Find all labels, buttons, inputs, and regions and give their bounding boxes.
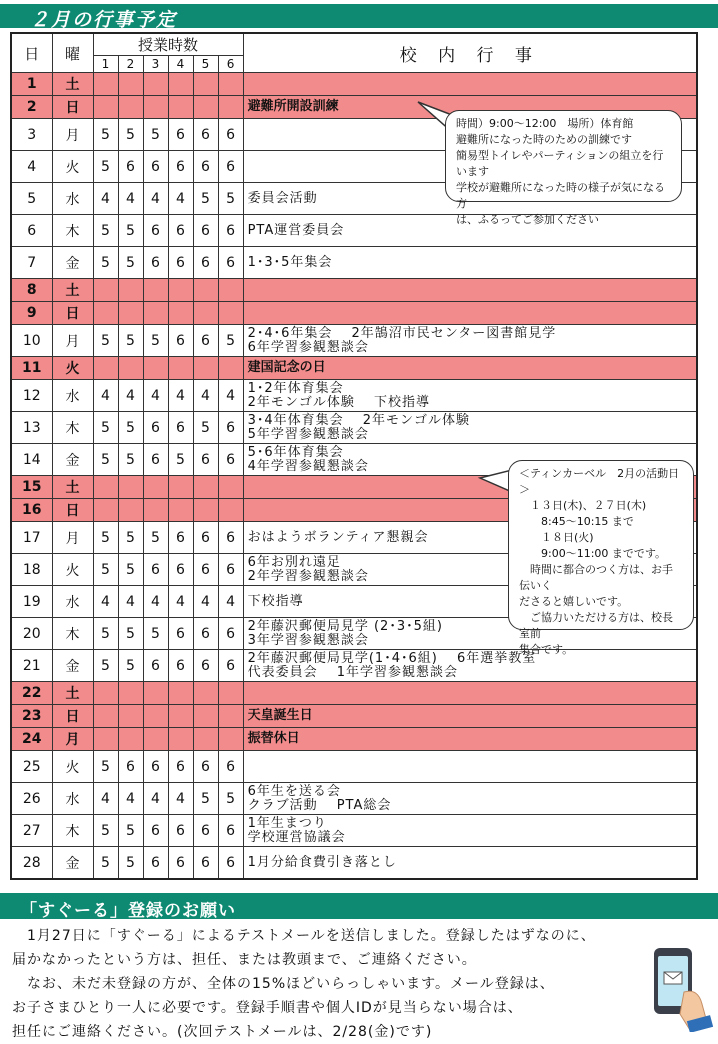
period-header: 4 — [168, 56, 193, 73]
phone-mail-icon — [644, 942, 714, 1032]
period-hours-cell: 6 — [168, 215, 193, 247]
period-hours-cell: 6 — [168, 412, 193, 444]
period-hours-cell: 5 — [118, 815, 143, 847]
weekday-cell: 金 — [52, 247, 93, 279]
period-hours-cell: 6 — [143, 412, 168, 444]
col-header-class-hours: 授業時数 — [93, 33, 243, 56]
period-hours-cell: 6 — [143, 650, 168, 682]
weekday-cell: 土 — [52, 682, 93, 705]
day-cell: 28 — [11, 847, 52, 880]
weekday-cell: 木 — [52, 412, 93, 444]
weekday-cell: 木 — [52, 618, 93, 650]
event-cell: 下校指導 — [243, 586, 697, 618]
weekday-cell: 火 — [52, 751, 93, 783]
registration-line: 担任にご連絡ください。(次回テストメールは、2/28(金)です) — [12, 1024, 433, 1040]
period-hours-cell: 4 — [93, 380, 118, 412]
day-cell: 5 — [11, 183, 52, 215]
period-hours-cell: 5 — [93, 522, 118, 554]
day-cell: 12 — [11, 380, 52, 412]
page-title: ２月の行事予定 — [30, 9, 178, 31]
weekday-cell: 火 — [52, 151, 93, 183]
period-hours-cell: 6 — [168, 522, 193, 554]
period-hours-cell: 4 — [193, 380, 218, 412]
registration-line: お子さまひとり一人に必要です。登録手順書や個人IDが見当らない場合は、 — [12, 1000, 523, 1016]
period-hours-cell: 6 — [143, 215, 168, 247]
period-hours-cell: 5 — [93, 751, 118, 783]
period-hours-cell: 4 — [168, 380, 193, 412]
period-hours-cell: 6 — [193, 444, 218, 476]
weekday-cell: 金 — [52, 444, 93, 476]
event-cell: 1･2年体育集会 2年モンゴル体験 下校指導 — [243, 380, 697, 412]
period-hours-cell: 6 — [218, 815, 243, 847]
period-hours-cell: 4 — [168, 783, 193, 815]
period-hours-cell: 6 — [218, 444, 243, 476]
day-cell: 10 — [11, 325, 52, 357]
period-hours-cell: 4 — [118, 183, 143, 215]
period-hours-cell: 6 — [193, 151, 218, 183]
event-cell: 6年生を送る会 クラブ活動 PTA総会 — [243, 783, 697, 815]
period-hours-cell: 5 — [118, 522, 143, 554]
registration-heading: 「すぐーる」登録のお願い — [20, 901, 236, 921]
event-cell: 1月分給食費引き落とし — [243, 847, 697, 880]
event-cell: 振替休日 — [243, 728, 697, 751]
weekday-cell: 木 — [52, 215, 93, 247]
period-hours-cell: 4 — [143, 183, 168, 215]
period-hours-cell: 6 — [168, 247, 193, 279]
period-hours-cell: 6 — [168, 554, 193, 586]
day-cell: 21 — [11, 650, 52, 682]
period-hours-cell: 6 — [168, 751, 193, 783]
period-hours-cell: 5 — [93, 325, 118, 357]
weekday-cell: 土 — [52, 73, 93, 96]
period-hours-cell: 5 — [143, 522, 168, 554]
period-hours-cell: 5 — [93, 444, 118, 476]
event-cell: 建国記念の日 — [243, 357, 697, 380]
period-hours-cell: 5 — [193, 412, 218, 444]
period-hours-cell: 5 — [193, 183, 218, 215]
registration-text — [12, 924, 642, 1044]
period-hours-cell: 6 — [193, 751, 218, 783]
period-hours-cell: 5 — [168, 444, 193, 476]
period-hours-cell: 6 — [193, 847, 218, 880]
period-hours-cell: 5 — [118, 215, 143, 247]
period-hours-cell: 6 — [143, 444, 168, 476]
period-hours-cell: 5 — [118, 554, 143, 586]
period-hours-cell: 6 — [193, 325, 218, 357]
period-hours-cell: 6 — [218, 650, 243, 682]
period-hours-cell: 5 — [143, 119, 168, 151]
weekday-cell: 日 — [52, 302, 93, 325]
period-hours-cell: 6 — [168, 151, 193, 183]
period-hours-cell: 4 — [143, 380, 168, 412]
period-hours-cell: 5 — [118, 412, 143, 444]
day-cell: 24 — [11, 728, 52, 751]
day-cell: 22 — [11, 682, 52, 705]
period-hours-cell: 6 — [168, 618, 193, 650]
tinkerbell-callout — [508, 460, 694, 656]
period-hours-cell: 5 — [218, 783, 243, 815]
event-cell: 5･6年体育集会 4年学習参観懇談会 — [243, 444, 697, 476]
period-hours-cell: 6 — [218, 119, 243, 151]
event-cell: 2･4･6年集会 2年鵠沼市民センター図書館見学 6年学習参観懇談会 — [243, 325, 697, 357]
period-hours-cell: 5 — [93, 412, 118, 444]
period-hours-cell: 5 — [143, 618, 168, 650]
evacuation-drill-callout — [445, 110, 682, 226]
period-hours-cell: 6 — [143, 151, 168, 183]
weekday-cell: 金 — [52, 847, 93, 880]
day-cell: 27 — [11, 815, 52, 847]
period-hours-cell: 6 — [143, 815, 168, 847]
period-hours-cell: 4 — [218, 380, 243, 412]
period-hours-cell: 6 — [118, 151, 143, 183]
period-hours-cell: 6 — [168, 325, 193, 357]
period-hours-cell: 6 — [143, 554, 168, 586]
event-cell: 避難所開設訓練 — [243, 96, 697, 119]
period-hours-cell: 4 — [93, 183, 118, 215]
day-cell: 23 — [11, 705, 52, 728]
registration-bar — [0, 893, 718, 919]
tinkerbell-note: ＜ティンカーベル 2月の活動日＞ １３日(木)、２７日(木) 8:45～10:15 まで １８日(火) 9:00～11:00 までです。 時間に都合のつく方は、お手伝いく ださると嬉しいです。 ご協力いただける方は、校長室前 集合です。 — [519, 467, 680, 656]
period-hours-cell: 5 — [193, 783, 218, 815]
weekday-cell: 水 — [52, 586, 93, 618]
period-hours-cell: 4 — [118, 586, 143, 618]
day-cell: 25 — [11, 751, 52, 783]
period-hours-cell: 4 — [193, 586, 218, 618]
period-hours-cell: 6 — [118, 751, 143, 783]
period-hours-cell: 4 — [168, 586, 193, 618]
day-cell: 1 — [11, 73, 52, 96]
period-hours-cell: 5 — [93, 247, 118, 279]
weekday-cell: 火 — [52, 554, 93, 586]
event-cell: 2年藤沢郵便局見学(1･4･6組) 6年選挙教室 代表委員会 1年学習参観懇談会 — [243, 650, 697, 682]
period-hours-cell: 5 — [118, 325, 143, 357]
weekday-cell: 水 — [52, 380, 93, 412]
period-hours-cell: 6 — [193, 247, 218, 279]
weekday-cell: 日 — [52, 705, 93, 728]
period-hours-cell: 4 — [118, 380, 143, 412]
event-cell: 3･4年体育集会 2年モンゴル体験 5年学習参観懇談会 — [243, 412, 697, 444]
registration-line: 届かなかったという方は、担任、または教頭まで、ご連絡ください。 — [12, 952, 477, 968]
weekday-cell: 日 — [52, 499, 93, 522]
period-hours-cell: 6 — [193, 815, 218, 847]
period-hours-cell: 4 — [143, 783, 168, 815]
period-hours-cell: 6 — [143, 247, 168, 279]
period-hours-cell: 6 — [218, 151, 243, 183]
period-hours-cell: 6 — [218, 522, 243, 554]
weekday-cell: 土 — [52, 476, 93, 499]
period-hours-cell: 5 — [93, 119, 118, 151]
day-cell: 15 — [11, 476, 52, 499]
period-hours-cell: 5 — [218, 325, 243, 357]
period-hours-cell: 5 — [118, 847, 143, 880]
period-hours-cell: 6 — [193, 618, 218, 650]
period-header: 3 — [143, 56, 168, 73]
period-hours-cell: 6 — [193, 554, 218, 586]
period-hours-cell: 6 — [193, 522, 218, 554]
period-hours-cell: 5 — [118, 119, 143, 151]
weekday-cell: 土 — [52, 279, 93, 302]
registration-line: 1月27日に「すぐーる」によるテストメールを送信しました。登録したはずなのに、 — [12, 928, 596, 944]
period-hours-cell: 5 — [118, 650, 143, 682]
event-cell: PTA運営委員会 — [243, 215, 697, 247]
day-cell: 3 — [11, 119, 52, 151]
period-header: 1 — [93, 56, 118, 73]
period-hours-cell: 4 — [118, 783, 143, 815]
period-hours-cell: 5 — [118, 247, 143, 279]
weekday-cell: 日 — [52, 96, 93, 119]
day-cell: 17 — [11, 522, 52, 554]
period-hours-cell: 6 — [193, 650, 218, 682]
period-hours-cell: 4 — [143, 586, 168, 618]
day-cell: 26 — [11, 783, 52, 815]
period-hours-cell: 6 — [143, 847, 168, 880]
period-header: 5 — [193, 56, 218, 73]
event-cell: おはようボランティア懇親会 — [243, 522, 697, 554]
day-cell: 4 — [11, 151, 52, 183]
weekday-cell: 水 — [52, 783, 93, 815]
period-hours-cell: 5 — [93, 847, 118, 880]
event-cell: 天皇誕生日 — [243, 705, 697, 728]
period-hours-cell: 5 — [118, 618, 143, 650]
period-hours-cell: 4 — [93, 783, 118, 815]
day-cell: 16 — [11, 499, 52, 522]
period-hours-cell: 5 — [93, 554, 118, 586]
period-hours-cell: 6 — [168, 815, 193, 847]
period-hours-cell: 5 — [93, 215, 118, 247]
period-hours-cell: 6 — [218, 247, 243, 279]
period-hours-cell: 6 — [193, 119, 218, 151]
period-header: 2 — [118, 56, 143, 73]
period-hours-cell: 5 — [93, 151, 118, 183]
day-cell: 18 — [11, 554, 52, 586]
weekday-cell: 水 — [52, 183, 93, 215]
event-cell: 委員会活動 — [243, 183, 697, 215]
period-hours-cell: 4 — [168, 183, 193, 215]
day-cell: 20 — [11, 618, 52, 650]
period-hours-cell: 6 — [218, 215, 243, 247]
period-hours-cell: 4 — [218, 586, 243, 618]
day-cell: 19 — [11, 586, 52, 618]
period-hours-cell: 5 — [143, 325, 168, 357]
day-cell: 9 — [11, 302, 52, 325]
day-cell: 8 — [11, 279, 52, 302]
event-cell: 2年藤沢郵便局見学 (2･3･5組) 3年学習参観懇談会 — [243, 618, 697, 650]
weekday-cell: 月 — [52, 522, 93, 554]
day-cell: 2 — [11, 96, 52, 119]
period-hours-cell: 6 — [218, 554, 243, 586]
period-hours-cell: 5 — [93, 650, 118, 682]
col-header-day: 日 — [11, 33, 52, 73]
day-cell: 13 — [11, 412, 52, 444]
period-hours-cell: 6 — [218, 412, 243, 444]
period-hours-cell: 5 — [218, 183, 243, 215]
weekday-cell: 木 — [52, 815, 93, 847]
weekday-cell: 火 — [52, 357, 93, 380]
period-hours-cell: 4 — [93, 586, 118, 618]
event-cell: 6年お別れ遠足 2年学習参観懇談会 — [243, 554, 697, 586]
period-hours-cell: 6 — [218, 847, 243, 880]
period-hours-cell: 6 — [168, 847, 193, 880]
day-cell: 14 — [11, 444, 52, 476]
day-cell: 7 — [11, 247, 52, 279]
period-hours-cell: 6 — [193, 215, 218, 247]
col-header-weekday: 曜 — [52, 33, 93, 73]
weekday-cell: 月 — [52, 728, 93, 751]
period-hours-cell: 5 — [93, 618, 118, 650]
weekday-cell: 金 — [52, 650, 93, 682]
period-header: 6 — [218, 56, 243, 73]
period-hours-cell: 6 — [168, 119, 193, 151]
period-hours-cell: 6 — [143, 751, 168, 783]
period-hours-cell: 6 — [218, 618, 243, 650]
evacuation-drill-note: 時間）9:00～12:00 場所）体育館 避難所になった時のための訓練です 簡易型トイレやパーティションの組立を行います 学校が避難所になった時の様子が気になる方 は、ふるってご参加ください — [456, 117, 665, 226]
day-cell: 6 — [11, 215, 52, 247]
period-hours-cell: 6 — [168, 650, 193, 682]
registration-line: なお、未だ未登録の方が、全体の15%ほどいらっしゃいます。メール登録は、 — [12, 976, 555, 992]
period-hours-cell: 5 — [93, 815, 118, 847]
weekday-cell: 月 — [52, 325, 93, 357]
period-hours-cell: 6 — [218, 751, 243, 783]
weekday-cell: 月 — [52, 119, 93, 151]
day-cell: 11 — [11, 357, 52, 380]
col-header-events: 校 内 行 事 — [243, 33, 697, 73]
event-cell: 1年生まつり 学校運営協議会 — [243, 815, 697, 847]
period-hours-cell: 5 — [118, 444, 143, 476]
event-cell: 1･3･5年集会 — [243, 247, 697, 279]
